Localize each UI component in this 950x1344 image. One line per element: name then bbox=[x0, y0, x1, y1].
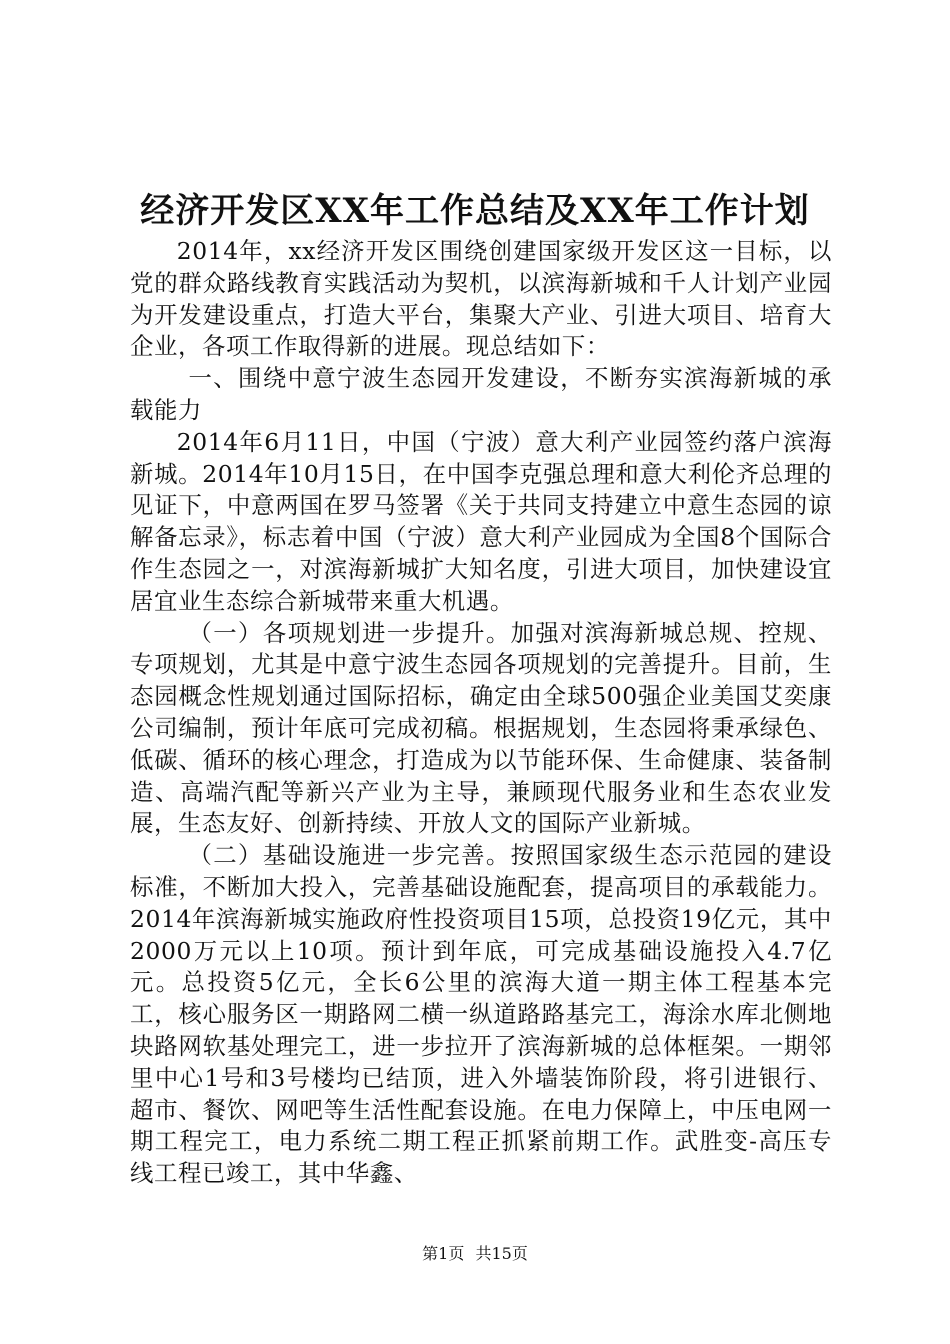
paragraph-intro: 2014年，xx经济开发区围绕创建国家级开发区这一目标，以党的群众路线教育实践活动为契机，以滨海新城和千人计划产业园为开发建设重点，打造大平台，集聚大产业、引进大项目、培育大企业，各项工作取得新的进展。现总结如下： bbox=[130, 237, 832, 361]
paragraph-planning: （一）各项规划进一步提升。加强对滨海新城总规、控规、专项规划，尤其是中意宁波生态园各项规划的完善提升。目前，生态园概念性规划通过国际招标，确定由全球500强企业美国艾奕康公司编制，预计年底可完成初稿。根据规划，生态园将秉承绿色、低碳、循环的核心理念，打造成为以节能环保、生命健康、装备制造、高端汽配等新兴产业为主导，兼顾现代服务业和生态农业发展，生态友好、创新持续、开放人文的国际产业新城。 bbox=[130, 618, 832, 838]
page-footer bbox=[0, 1242, 950, 1266]
document-title: 经济开发区XX年工作总结及XX年工作计划 bbox=[140, 191, 810, 231]
paragraph-infrastructure: （二）基础设施进一步完善。按照国家级生态示范园的建设标准，不断加大投入，完善基础设施配套，提高项目的承载能力。2014年滨海新城实施政府性投资项目15项，总投资19亿元，其中2000万元以上10项。预计到年底，可完成基础设施投入4.7亿元。总投资5亿元，全长6公里的滨海大道一期主体工程基本完工，核心服务区一期路网二横一纵道路路基完工，海涂水库北侧地块路网软基处理完工，进一步拉开了滨海新城的总体框架。一期邻里中心1号和3号楼均已结顶，进入外墙装饰阶段，将引进银行、超市、餐饮、网吧等生活性配套设施。在电力保障上，中压电网一期工程完工，电力系统二期工程正抓紧前期工作。武胜变-高压专线工程已竣工，其中华鑫、 bbox=[130, 841, 832, 1188]
document-body bbox=[130, 236, 832, 1190]
paragraph-italy-park: 2014年6月11日，中国（宁波）意大利产业园签约落户滨海新城。2014年10月15日，在中国李克强总理和意大利伦齐总理的见证下，中意两国在罗马签署《关于共同支持建立中意生态园的谅解备忘录》，标志着中国（宁波）意大利产业园成为全国8个国际合作生态园之一，对滨海新城扩大知名度，引进大项目，加快建设宜居宜业生态综合新城带来重大机遇。 bbox=[130, 427, 832, 615]
page-total: 共15页 bbox=[475, 1244, 528, 1263]
page-number: 第1页 bbox=[422, 1244, 465, 1263]
section-heading-1: 一、围绕中意宁波生态园开发建设，不断夯实滨海新城的承载能力 bbox=[130, 364, 832, 424]
